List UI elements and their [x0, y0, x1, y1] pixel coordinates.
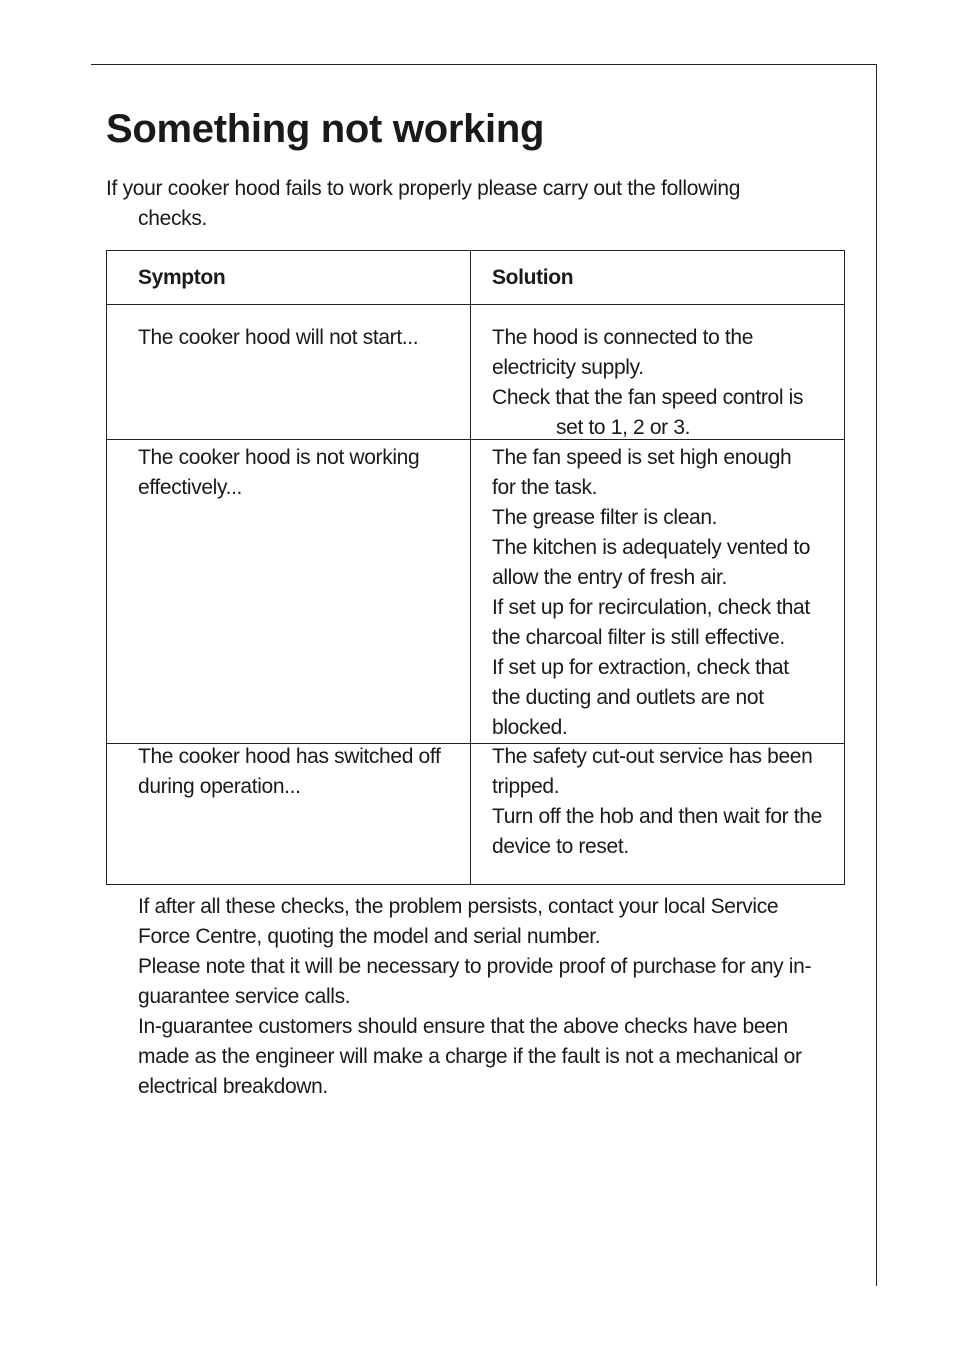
row-3-symptom-line: The cooker hood has switched off	[138, 745, 441, 768]
column-divider	[470, 251, 471, 884]
row-3-solution-line: The safety cut-out service has been	[492, 745, 813, 768]
row-3-solution	[492, 742, 844, 862]
footer-line: made as the engineer will make a charge if the fault is not a mechanical or	[138, 1045, 802, 1068]
row-1-solution-line: electricity supply.	[492, 356, 644, 379]
footer-line: In-guarantee customers should ensure that the above checks have been	[138, 1015, 788, 1038]
footer-notes	[138, 892, 848, 1102]
row-2-solution-line: blocked.	[492, 716, 568, 739]
row-1-symptom	[138, 323, 468, 353]
intro-line-2: checks.	[138, 207, 208, 230]
row-2-solution-line: If set up for extraction, check that	[492, 656, 789, 679]
intro-line-1: If your cooker hood fails to work properly please carry out the following	[106, 177, 741, 200]
page-title: Something not working	[106, 107, 545, 151]
row-2-symptom-line: effectively...	[138, 476, 243, 499]
right-rule	[876, 64, 877, 1286]
row-1-symptom-line: The cooker hood will not start...	[138, 326, 419, 349]
top-rule	[91, 64, 877, 65]
row-3-solution-line: device to reset.	[492, 835, 629, 858]
footer-line: electrical breakdown.	[138, 1075, 328, 1098]
row-1-solution-line: The hood is connected to the	[492, 326, 754, 349]
troubleshooting-table	[106, 250, 845, 885]
row-2-solution-line: The fan speed is set high enough	[492, 446, 792, 469]
footer-line: If after all these checks, the problem persists, contact your local Service	[138, 895, 779, 918]
footer-line: Please note that it will be necessary to provide proof of purchase for any in-	[138, 955, 812, 978]
row-2-solution-line: the ducting and outlets are not	[492, 686, 764, 709]
header-symptom: Sympton	[138, 266, 226, 289]
row-1-solution-line: Check that the fan speed control is	[492, 386, 804, 409]
row-2-solution-line: allow the entry of fresh air.	[492, 566, 727, 589]
header-solution: Solution	[492, 266, 574, 289]
row-1-solution	[492, 323, 844, 443]
footer-line: guarantee service calls.	[138, 985, 351, 1008]
row-3-solution-line: Turn off the hob and then wait for the	[492, 805, 822, 828]
row-2-solution-line: for the task.	[492, 476, 598, 499]
row-2-symptom-line: The cooker hood is not working	[138, 446, 420, 469]
row-2-solution-line: the charcoal filter is still effective.	[492, 626, 785, 649]
row-1-solution-line: set to 1, 2 or 3.	[556, 416, 691, 439]
row-3-symptom	[138, 742, 468, 802]
intro-text	[106, 174, 826, 234]
row-2-solution-line: The kitchen is adequately vented to	[492, 536, 811, 559]
row-3-symptom-line: during operation...	[138, 775, 301, 798]
row-2-solution-line: The grease filter is clean.	[492, 506, 718, 529]
row-2-symptom	[138, 443, 468, 503]
row-2-solution	[492, 443, 844, 743]
footer-line: Force Centre, quoting the model and serial number.	[138, 925, 601, 948]
row-3-solution-line: tripped.	[492, 775, 560, 798]
header-divider	[107, 304, 844, 305]
row-2-solution-line: If set up for recirculation, check that	[492, 596, 810, 619]
